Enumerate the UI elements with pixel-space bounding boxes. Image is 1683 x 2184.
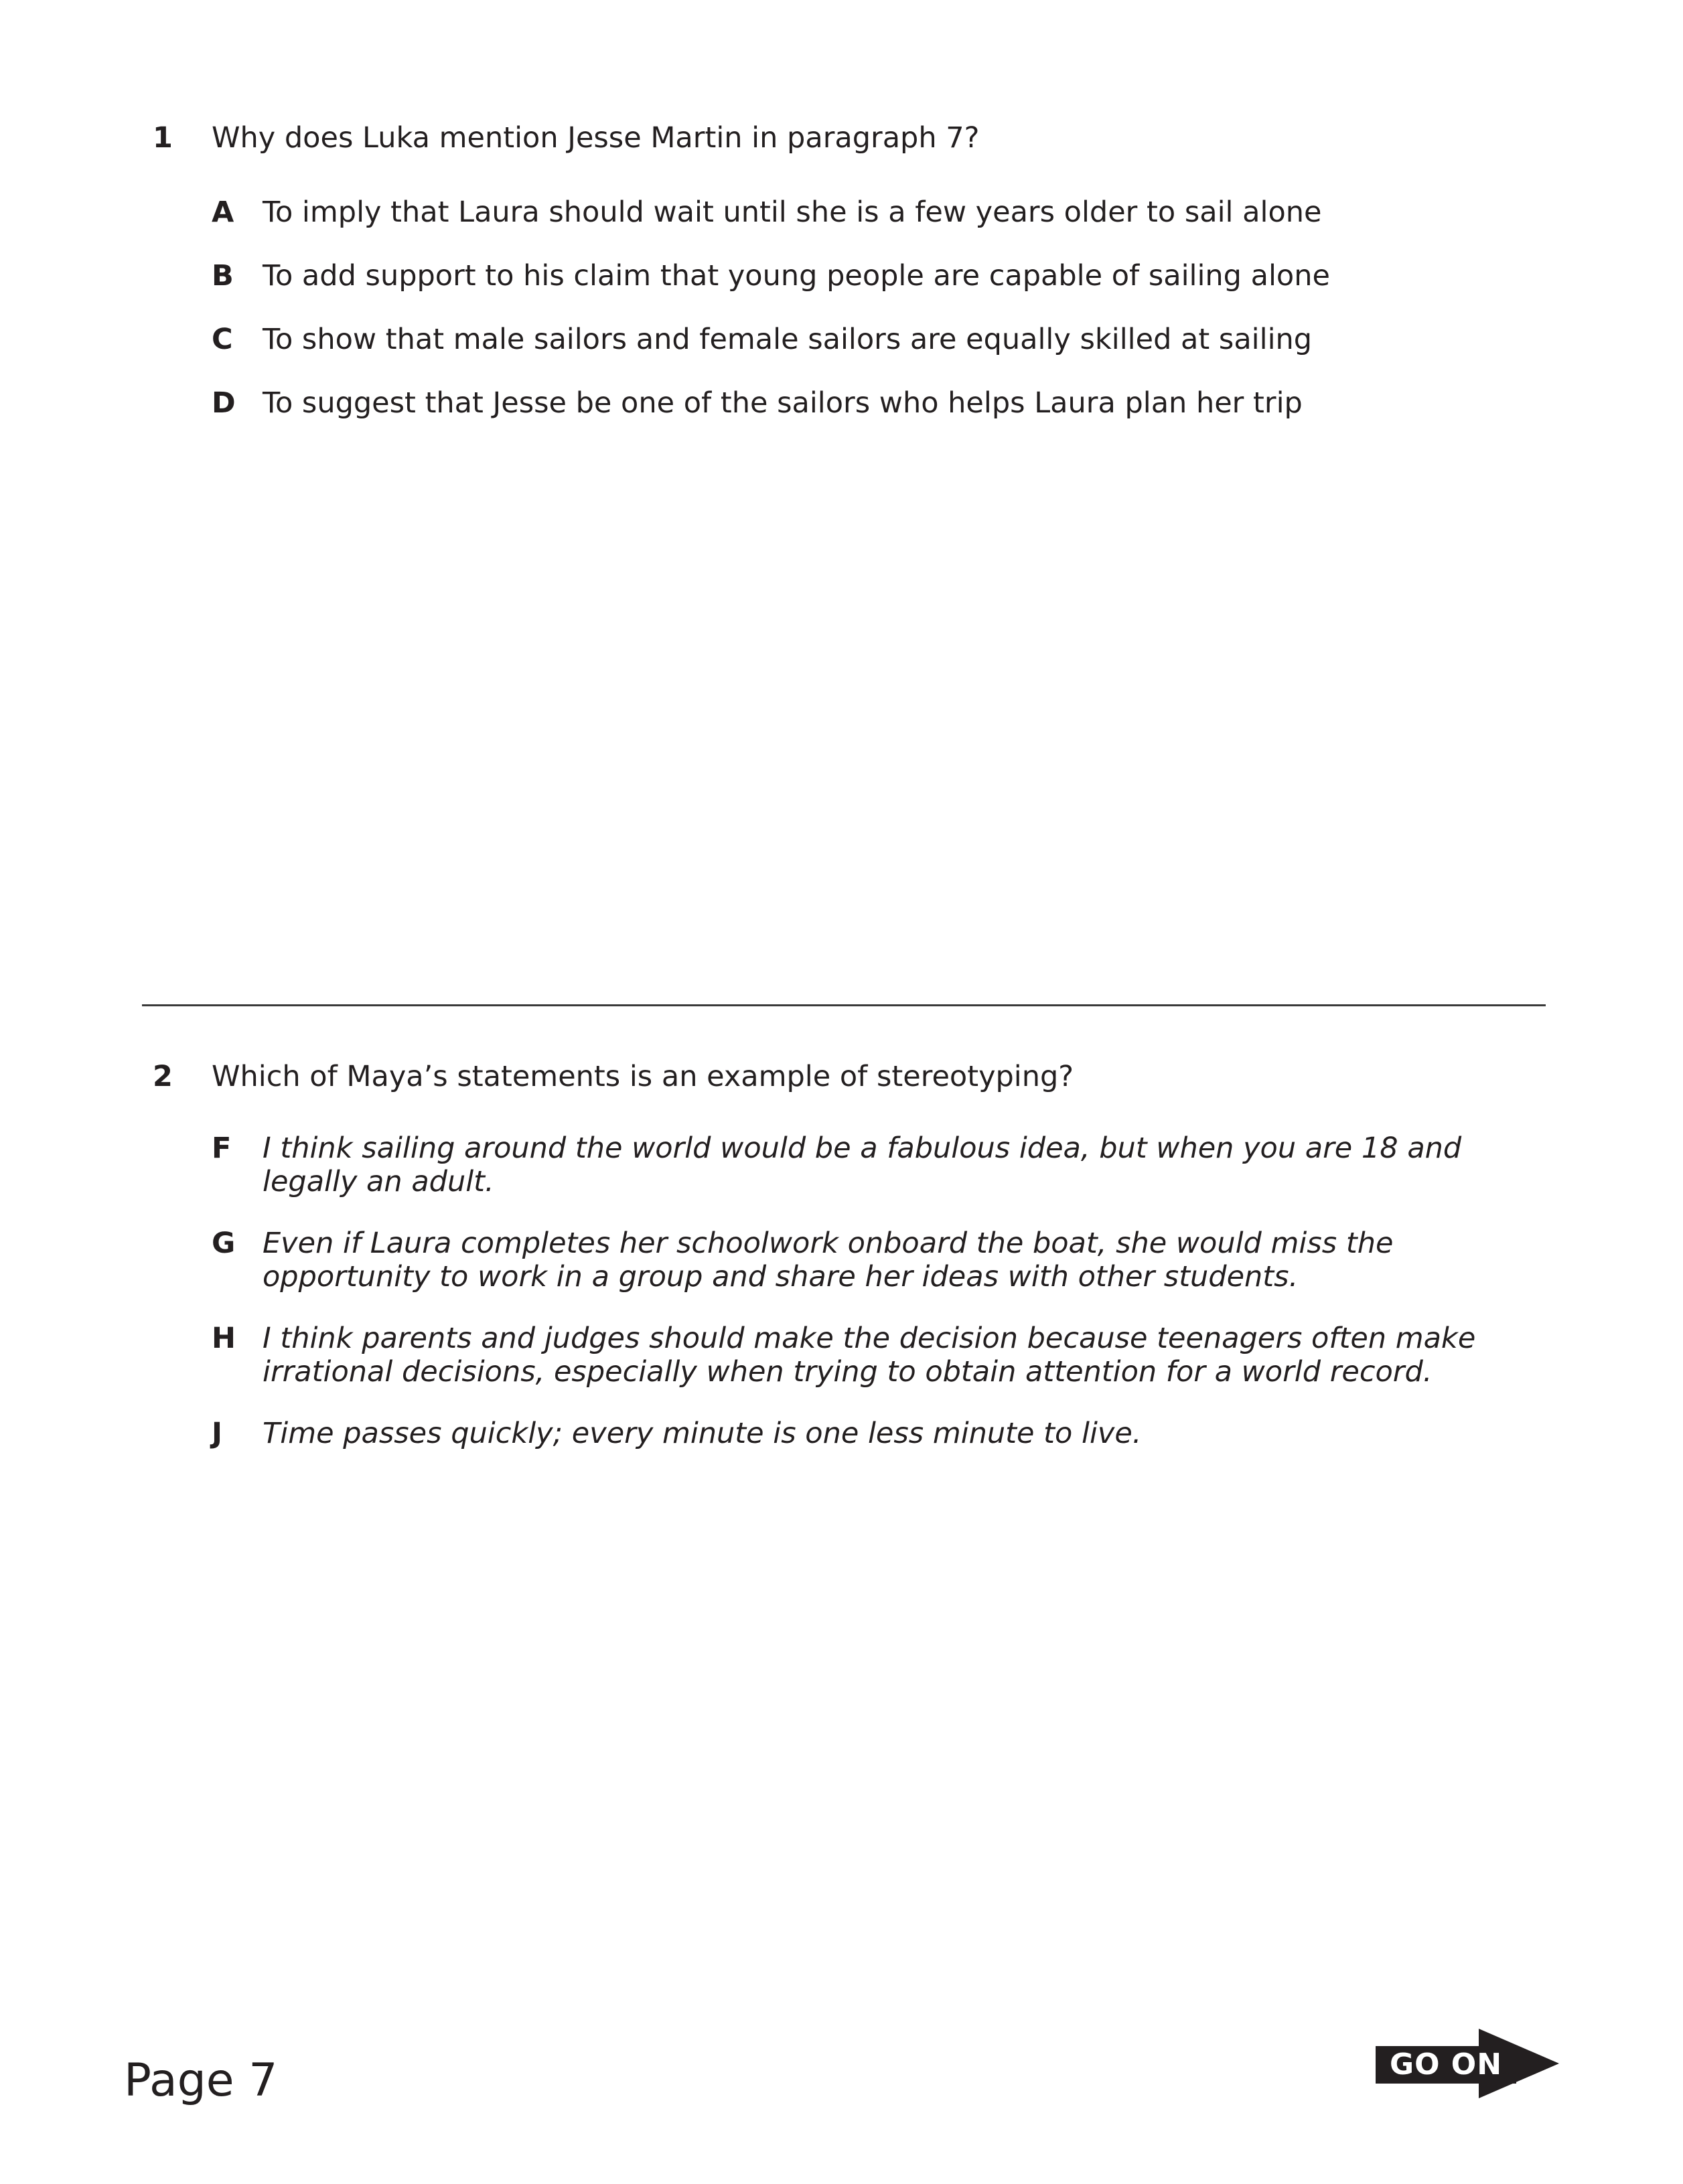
option-text: I think sailing around the world would be a fabulous idea, but when you are 18 and legally an adult. [263,1132,1462,1198]
option-letter: D [212,386,236,420]
go-on-label: GO ON [1389,2047,1503,2082]
option-letter: F [212,1132,232,1165]
answer-option-b[interactable] [153,259,1539,293]
answer-option-f[interactable] [153,1132,1539,1198]
question-1 [153,121,1539,450]
answer-option-j[interactable] [153,1417,1539,1450]
option-letter: J [212,1417,222,1450]
option-text: Time passes quickly; every minute is one less minute to live. [263,1417,1142,1450]
question-number: 2 [153,1060,173,1093]
option-text: To imply that Laura should wait until she is a few years older to sail alone [263,196,1322,229]
answer-option-d[interactable] [153,386,1539,420]
question-2 [153,1059,1539,1478]
option-text: To suggest that Jesse be one of the sailors who helps Laura plan her trip [263,386,1303,420]
option-text: Even if Laura completes her schoolwork onboard the boat, she would miss the opportunity to work in a group and share her ideas with other students. [263,1227,1394,1294]
option-letter: C [212,323,233,356]
page-number: Page 7 [124,2054,278,2107]
section-divider [142,1004,1546,1006]
question-stem [153,1059,1539,1094]
option-letter: B [212,259,234,293]
answer-option-h[interactable] [153,1322,1539,1389]
question-stem [153,121,1539,155]
option-text: I think parents and judges should make the decision because teenagers often make irrational decisions, especially when trying to obtain attention for a world record. [263,1322,1476,1389]
answer-options [153,1132,1539,1450]
question-text: Why does Luka mention Jesse Martin in paragraph 7? [212,121,980,155]
answer-option-c[interactable] [153,323,1539,356]
answer-option-g[interactable] [153,1227,1539,1294]
option-text: To add support to his claim that young people are capable of sailing alone [263,259,1330,293]
answer-option-a[interactable] [153,196,1539,229]
option-text: To show that male sailors and female sailors are equally skilled at sailing [263,323,1313,356]
question-text: Which of Maya’s statements is an example of stereotyping? [212,1060,1074,1093]
option-letter: G [212,1227,236,1260]
option-letter: A [212,196,234,229]
answer-options [153,196,1539,420]
option-letter: H [212,1322,236,1355]
go-on-button[interactable] [1372,2029,1559,2098]
question-number: 1 [153,121,173,155]
